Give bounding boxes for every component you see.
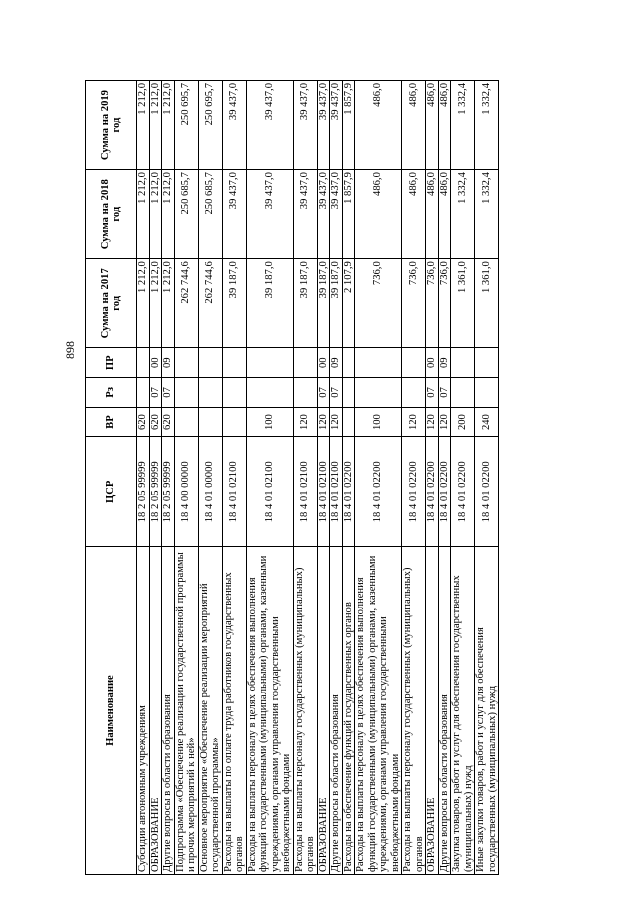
row-csr: 18 2 05 99999	[149, 437, 162, 547]
header-rz: Рз	[86, 378, 137, 408]
row-rz	[342, 378, 355, 408]
row-sum-2019: 486,0	[438, 81, 451, 170]
row-sum-2019: 39 437,0	[293, 81, 317, 170]
row-rz	[137, 378, 150, 408]
table-row	[137, 81, 150, 875]
table-row	[426, 81, 439, 875]
row-rz: 07	[149, 378, 162, 408]
header-vr: ВР	[86, 407, 137, 437]
table-row	[475, 81, 499, 875]
row-pr	[137, 348, 150, 378]
row-sum-2017: 1 361,0	[451, 259, 475, 348]
row-rz	[198, 378, 222, 408]
header-sum-2019: Сумма на 2019 год	[86, 81, 137, 170]
row-sum-2019: 486,0	[355, 81, 402, 170]
row-name: Расходы на выплаты персоналу в целях обеспечения выполнения функций государственными (муниципальными) органами, казенными учреждениями, органами управления государственными внебюджетными фондами	[246, 547, 293, 875]
row-sum-2017: 736,0	[355, 259, 402, 348]
row-sum-2018: 39 437,0	[246, 170, 293, 259]
row-sum-2017: 1 212,0	[162, 259, 175, 348]
row-csr: 18 4 01 02100	[222, 437, 246, 547]
row-csr: 18 4 01 00000	[198, 437, 222, 547]
row-sum-2018: 39 437,0	[330, 170, 343, 259]
budget-table	[85, 80, 499, 875]
row-sum-2018: 250 685,7	[174, 170, 198, 259]
row-rz: 07	[426, 378, 439, 408]
row-name: Расходы на обеспечение функций государственных органов	[342, 547, 355, 875]
row-sum-2018: 39 437,0	[222, 170, 246, 259]
row-name: Основное мероприятие «Обеспечение реализации мероприятий государственной программы»	[198, 547, 222, 875]
table-header	[86, 81, 137, 875]
table-row	[438, 81, 451, 875]
row-name: Подпрограмма «Обеспечение реализации государственной программы и прочих мероприятий к ней»	[174, 547, 198, 875]
row-pr: 00	[317, 348, 330, 378]
row-sum-2019: 486,0	[426, 81, 439, 170]
row-sum-2017: 736,0	[426, 259, 439, 348]
row-sum-2019: 486,0	[402, 81, 426, 170]
row-sum-2019: 1 332,4	[451, 81, 475, 170]
row-sum-2017: 262 744,6	[174, 259, 198, 348]
row-csr: 18 2 05 99999	[137, 437, 150, 547]
table-body	[137, 81, 499, 875]
row-name: Другие вопросы в области образования	[162, 547, 175, 875]
table-row	[246, 81, 293, 875]
row-rz: 07	[438, 378, 451, 408]
row-sum-2018: 1 332,4	[475, 170, 499, 259]
row-csr: 18 4 01 02100	[317, 437, 330, 547]
row-csr: 18 4 01 02200	[438, 437, 451, 547]
table-row	[293, 81, 317, 875]
row-rz	[402, 378, 426, 408]
row-sum-2018: 1 857,9	[342, 170, 355, 259]
row-sum-2017: 39 187,0	[317, 259, 330, 348]
row-sum-2018: 1 212,0	[149, 170, 162, 259]
row-vr	[198, 407, 222, 437]
row-vr: 120	[330, 407, 343, 437]
row-sum-2018: 39 437,0	[293, 170, 317, 259]
row-vr: 120	[426, 407, 439, 437]
row-pr	[402, 348, 426, 378]
row-vr: 620	[149, 407, 162, 437]
row-sum-2018: 1 212,0	[137, 170, 150, 259]
row-sum-2019: 250 695,7	[198, 81, 222, 170]
row-name: Другие вопросы в области образования	[438, 547, 451, 875]
row-name: ОБРАЗОВАНИЕ	[317, 547, 330, 875]
row-vr	[174, 407, 198, 437]
row-sum-2019: 39 437,0	[222, 81, 246, 170]
row-sum-2019: 1 857,9	[342, 81, 355, 170]
row-pr	[355, 348, 402, 378]
row-vr	[222, 407, 246, 437]
table-row	[198, 81, 222, 875]
row-vr: 200	[451, 407, 475, 437]
row-sum-2018: 486,0	[426, 170, 439, 259]
table-row	[317, 81, 330, 875]
row-sum-2019: 39 437,0	[317, 81, 330, 170]
row-sum-2017: 39 187,0	[330, 259, 343, 348]
row-sum-2018: 39 437,0	[317, 170, 330, 259]
row-pr: 09	[162, 348, 175, 378]
table-row	[451, 81, 475, 875]
row-name: Расходы на выплаты персоналу государственных (муниципальных) органов	[293, 547, 317, 875]
row-csr: 18 4 01 02100	[293, 437, 317, 547]
row-sum-2017: 1 212,0	[149, 259, 162, 348]
row-sum-2019: 1 212,0	[137, 81, 150, 170]
row-csr: 18 4 00 00000	[174, 437, 198, 547]
table-row	[342, 81, 355, 875]
row-sum-2019: 250 695,7	[174, 81, 198, 170]
row-sum-2017: 736,0	[438, 259, 451, 348]
row-pr	[342, 348, 355, 378]
row-pr: 09	[330, 348, 343, 378]
row-pr	[475, 348, 499, 378]
row-rz	[174, 378, 198, 408]
row-name: Расходы на выплаты персоналу в целях обеспечения выполнения функций государственными (муниципальными) органами, казенными учреждениями, органами управления государственными внебюджетными фондами	[355, 547, 402, 875]
row-csr: 18 4 01 02100	[246, 437, 293, 547]
row-vr: 120	[317, 407, 330, 437]
row-name: Другие вопросы в области образования	[330, 547, 343, 875]
row-rz	[475, 378, 499, 408]
table-row	[162, 81, 175, 875]
row-vr: 100	[246, 407, 293, 437]
row-rz	[451, 378, 475, 408]
header-sum-2018: Сумма на 2018 год	[86, 170, 137, 259]
row-name: Расходы на выплаты по оплате труда работников государственных органов	[222, 547, 246, 875]
row-name: Расходы на выплаты персоналу государственных (муниципальных) органов	[402, 547, 426, 875]
row-name: Субсидии автономным учреждениям	[137, 547, 150, 875]
table-row	[402, 81, 426, 875]
row-pr	[222, 348, 246, 378]
row-pr: 09	[438, 348, 451, 378]
table-row	[355, 81, 402, 875]
row-csr: 18 4 01 02200	[402, 437, 426, 547]
row-csr: 18 2 05 99999	[162, 437, 175, 547]
row-sum-2017: 39 187,0	[246, 259, 293, 348]
row-csr: 18 4 01 02200	[426, 437, 439, 547]
row-pr	[174, 348, 198, 378]
row-sum-2019: 1 332,4	[475, 81, 499, 170]
row-csr: 18 4 01 02200	[342, 437, 355, 547]
row-vr: 240	[475, 407, 499, 437]
header-pr: ПР	[86, 348, 137, 378]
row-csr: 18 4 01 02200	[475, 437, 499, 547]
row-vr: 100	[355, 407, 402, 437]
row-sum-2017: 2 107,9	[342, 259, 355, 348]
row-sum-2019: 1 212,0	[162, 81, 175, 170]
row-pr	[198, 348, 222, 378]
row-csr: 18 4 01 02200	[355, 437, 402, 547]
row-sum-2018: 486,0	[355, 170, 402, 259]
row-vr: 120	[402, 407, 426, 437]
row-vr: 120	[438, 407, 451, 437]
row-name: ОБРАЗОВАНИЕ	[149, 547, 162, 875]
budget-table-container	[85, 80, 583, 875]
table-row	[330, 81, 343, 875]
row-sum-2018: 486,0	[402, 170, 426, 259]
row-pr: 00	[149, 348, 162, 378]
row-rz	[293, 378, 317, 408]
row-sum-2018: 250 685,7	[198, 170, 222, 259]
row-rz	[246, 378, 293, 408]
row-sum-2018: 486,0	[438, 170, 451, 259]
row-vr: 120	[293, 407, 317, 437]
header-sum-2017: Сумма на 2017 год	[86, 259, 137, 348]
row-name: ОБРАЗОВАНИЕ	[426, 547, 439, 875]
table-row	[222, 81, 246, 875]
row-sum-2017: 1 212,0	[137, 259, 150, 348]
row-pr	[246, 348, 293, 378]
table-row	[174, 81, 198, 875]
row-pr	[293, 348, 317, 378]
row-rz	[355, 378, 402, 408]
header-name: Наименование	[86, 547, 137, 875]
row-sum-2017: 736,0	[402, 259, 426, 348]
row-pr	[451, 348, 475, 378]
row-sum-2017: 262 744,6	[198, 259, 222, 348]
row-sum-2019: 1 212,0	[149, 81, 162, 170]
row-sum-2017: 1 361,0	[475, 259, 499, 348]
row-rz: 07	[330, 378, 343, 408]
row-name: Закупка товаров, работ и услуг для обеспечения государственных (муниципальных) нужд	[451, 547, 475, 875]
row-rz: 07	[317, 378, 330, 408]
row-rz	[222, 378, 246, 408]
row-rz: 07	[162, 378, 175, 408]
header-csr: ЦСР	[86, 437, 137, 547]
row-vr: 620	[162, 407, 175, 437]
header-row	[86, 81, 137, 875]
page-number: 898	[63, 341, 77, 359]
row-vr	[342, 407, 355, 437]
row-sum-2018: 1 212,0	[162, 170, 175, 259]
row-csr: 18 4 01 02200	[451, 437, 475, 547]
row-sum-2018: 1 332,4	[451, 170, 475, 259]
row-sum-2019: 39 437,0	[246, 81, 293, 170]
row-vr: 620	[137, 407, 150, 437]
row-sum-2019: 39 437,0	[330, 81, 343, 170]
row-pr: 00	[426, 348, 439, 378]
row-name: Иные закупки товаров, работ и услуг для обеспечения государственных (муниципальных) нужд	[475, 547, 499, 875]
row-sum-2017: 39 187,0	[293, 259, 317, 348]
row-csr: 18 4 01 02100	[330, 437, 343, 547]
row-sum-2017: 39 187,0	[222, 259, 246, 348]
table-row	[149, 81, 162, 875]
